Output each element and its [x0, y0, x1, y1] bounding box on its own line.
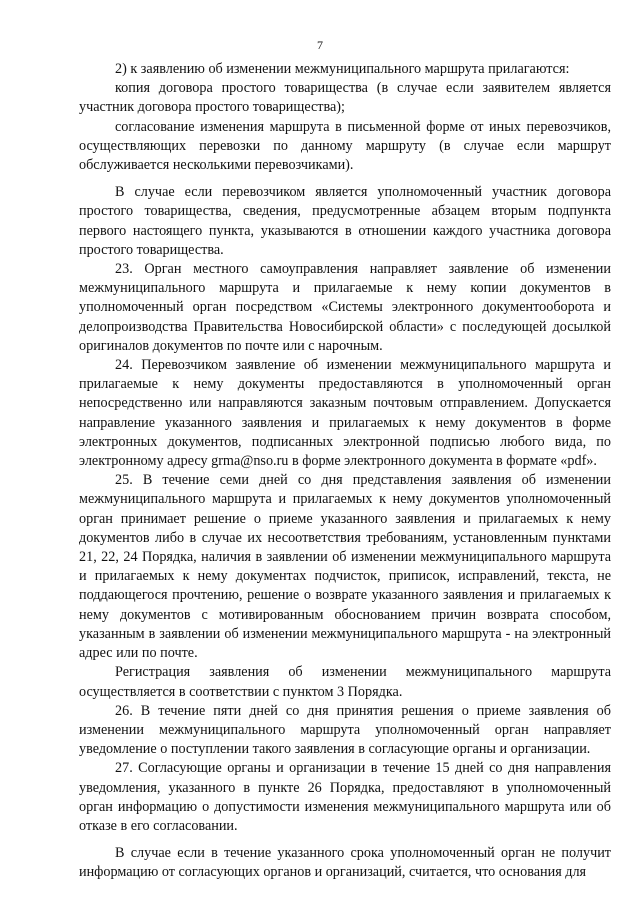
page-number: 7 — [317, 38, 323, 52]
paragraph-carriers-approval: согласование изменения маршрута в письменной форме от иных перевозчиков, осуществляющих перевозки по данному маршруту (в случае если маршрут обслуживается несколькими перевозчиками). — [79, 118, 611, 174]
paragraph-item-24: 24. Перевозчиком заявление об изменении межмуниципального маршрута и прилагаемые к нему документы предоставляются в уполномоченный орган непосредственно или направляются заказным почтовым отправлением. Допускается направление указанного заявления и прилагаемых к нему документов в форме электронных документов, подписанных электронной подписью любого вида, по электронному адресу grma@nso.ru в форме электронного документа в формате «pdf». — [79, 357, 611, 470]
paragraph-no-response: В случае если в течение указанного срока уполномоченный орган не получит информацию от согласующих органов и организаций, считается, что основания для — [79, 845, 611, 881]
paragraph-item-26: 26. В течение пяти дней со дня принятия решения о приеме заявления об изменении межмуниципального маршрута уполномоченный орган направляет уведомление о поступлении такого заявления в согласующие органы и организации. — [79, 702, 611, 758]
document-body — [79, 60, 611, 883]
paragraph-item-23: 23. Орган местного самоуправления направляет заявление об изменении межмуниципального маршрута и прилагаемые к нему копии документов в уполномоченный орган посредством «Системы электронного документооборота и делопроизводства Правительства Новосибирской области» с последующей досылкой оригиналов документов по почте или с нарочным. — [79, 261, 611, 354]
paragraph-attachments-intro: 2) к заявлению об изменении межмуниципального маршрута прилагаются: — [115, 61, 570, 77]
paragraph-authorized-participant: В случае если перевозчиком является уполномоченный участник договора простого товарищества, сведения, предусмотренные абзацем вторым подпункта первого настоящего пункта, указываются в отношении каждого участника договора простого товарищества. — [79, 184, 611, 258]
paragraph-registration: Регистрация заявления об изменении межмуниципального маршрута осуществляется в соответствии с пунктом 3 Порядка. — [79, 664, 611, 700]
paragraph-item-25: 25. В течение семи дней со дня представления заявления об изменении межмуниципального маршрута и прилагаемых к нему документов уполномоченный орган принимает решение о приеме указанного заявления и прилагаемых к нему документов либо в случае их несоответствия требованиям, установленным пунктами 21, 22, 24 Порядка, наличия в заявлении об изменении межмуниципального маршрута и прилагаемых к нему документах подчисток, приписок, исправлений, текста, не поддающегося прочтению, решение о возврате указанного заявления и прилагаемых к нему документов с мотивированным обоснованием причин возврата способом, указанным в заявлении об изменении межмуниципального маршрута - на электронный адрес или по почте. — [79, 472, 611, 662]
paragraph-item-27: 27. Согласующие органы и организации в течение 15 дней со дня направления уведомления, указанного в пункте 26 Порядка, предоставляют в уполномоченный орган информацию о допустимости изменения межмуниципального маршрута или об отказе в его согласовании. — [79, 760, 611, 834]
paragraph-partnership-copy: копия договора простого товарищества (в случае если заявителем является участник договора простого товарищества); — [79, 80, 611, 116]
